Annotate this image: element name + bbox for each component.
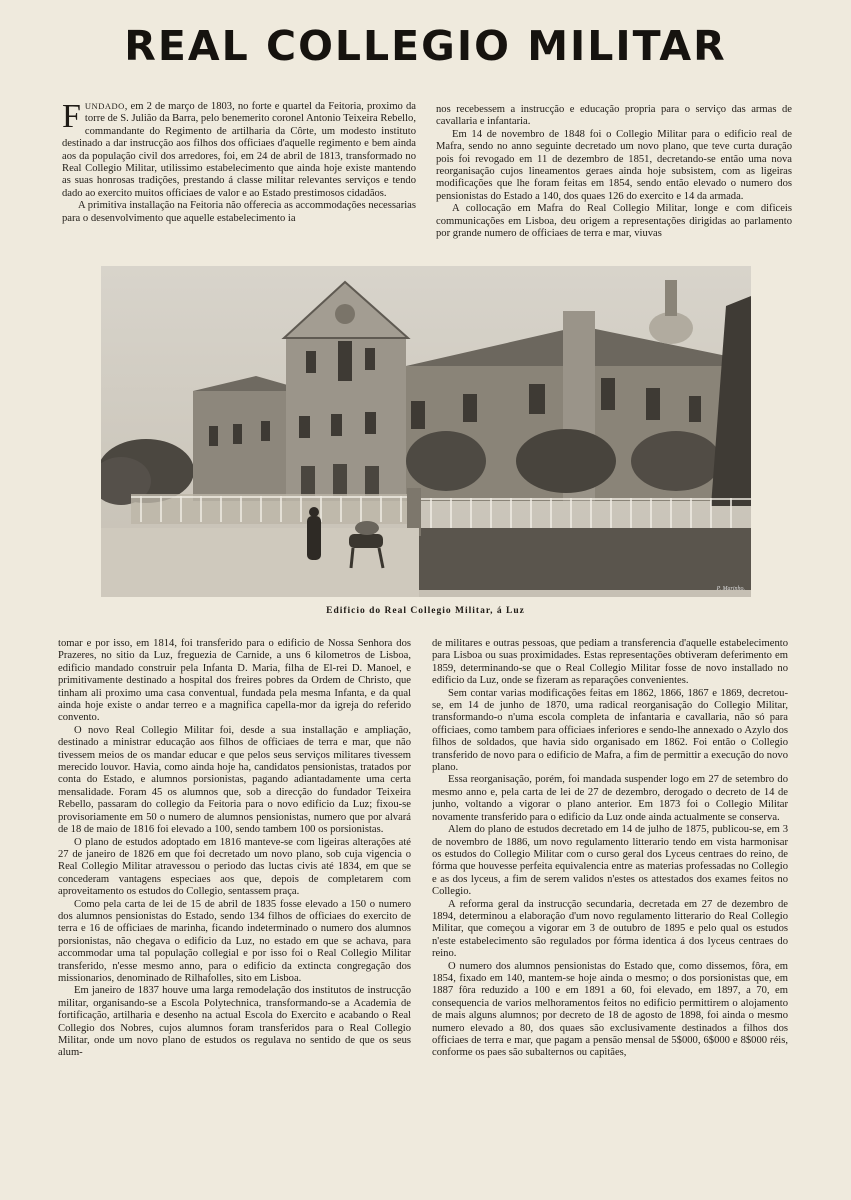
upper-left-column <box>62 100 416 256</box>
paragraph: Sem contar varias modificações feitas em 1862, 1866, 1867 e 1869, decretou-se, em 14 de junho de 1870, uma radical reorganisação do Collegio Militar, transformando-o n'uma escola completa de infantaria e cavallaria, não só para officiaes, como tambem para officiaes inferiores e sendo-lhe annexado o Azylo dos filhos de soldados, que havia sido organisado em 1862. Foi então o Collegio transferido de novo para o edificio de Mafra, a fim de permittir a execução do novo plano. <box>432 687 788 774</box>
paragraph: Essa reorganisação, porém, foi mandada suspender logo em 27 de setembro do mesmo anno e, pela carta de lei de 27 de dezembro, derogado o decreto de 14 de junho, voltando a vigorar o plano anterior. Em 1873 foi o Collegio Militar novamente transferido para o edificio da Luz onde ainda actualmente se conserva. <box>432 774 788 823</box>
photo-credit: P. Marinho. <box>716 586 745 592</box>
lead-word: UNDADO <box>84 101 125 111</box>
upper-right-column <box>436 104 792 256</box>
paragraph-text: , em 2 de março de 1803, no forte e quartel da Feitoria, proximo da torre de S. Julião da Barra, pelo benemerito coronel Antonio Teixeira Rebello, commandante do Regimento de artilharia da Côrte, um modesto instituto destinado a dar instrucção aos filhos dos officiaes d'aquelle regimento e bem ainda aos da população civil dos arredores, foi, em 24 de abril de 1813, transformado no Real Collegio Militar, utilissimo estabelecimento que ainda hoje existe mantendo as suas honrosas tradições, prestando á classe militar relevantes serviços e tendo dado ao exercito muitos officiaes de valor e ao Estado prestimosos cidadãos. <box>62 101 416 199</box>
paragraph: tomar e por isso, em 1814, foi transferido para o edificio de Nossa Senhora dos Prazeres, no sitio da Luz, freguezia de Carnide, a uns 6 kilometros de Lisboa, edificio mandado construir pela Infanta D. Maria, filha de El-rei D. Manoel, e primitivamente destinado a hospital dos freires pobres da Ordem de Christo, que tinham ali proximo uma casa conventual, fundada pela mesma Infanta, e da qual ainda hoje existe o andar terreo e a magnifica capella-mor da igreja do referido convento. <box>58 638 411 724</box>
paragraph: O novo Real Collegio Militar foi, desde a sua installação e ampliação, destinado a ministrar educação aos filhos de officiaes de terra e mar, que não tivessem meios de os mandar educar e que pelos seus serviços militares tivessem merecido louvor. Havia, como ainda hoje ha, candidatos pensionistas, tratados por conta do Estado, e alumnos porsionistas, pagando adiantadamente uma certa mensalidade. Foram 45 os alumnos que, sob a direcção do fundador Teixeira Rebello, passaram do collegio da Feitoria para o novo edificio da Luz; fixou-se provisoriamente em 50 o numero de alumnos pensionistas, numero que por alvará de 18 de maio de 1816 foi elevado a 100, sendo tambem 100 os porsionistas. <box>58 724 411 836</box>
paragraph: de militares e outras pessoas, que pediam a transferencia d'aquelle estabelecimento para Lisboa ou suas proximidades. Estas representações obtiveram deferimento em 1859, determinando-se que o Real Collegio Militar fosse de novo installado no edificio da Luz, onde se fizeram as reparações convenientes. <box>432 638 788 687</box>
lower-left-column <box>58 638 411 1120</box>
paragraph: A collocação em Mafra do Real Collegio Militar, longe e com dificeis communicações em Lisboa, deu origem a representações dirigidas ao parlamento por grande numero de officiaes de terra e mar, viuvas <box>436 203 792 240</box>
paragraph: O numero dos alumnos pensionistas do Estado que, como dissemos, fôra, em 1854, fixado em 140, mantem-se hoje ainda o mesmo; o dos porsionistas que, em 1887 fôra reduzido a 100 e em 1891 a 60, foi elevado, em 1897, a 70, em consequencia de varios melhoramentos feitos no edificio permittirem o alojamento de mais alguns alumnos; por decreto de 18 de agosto de 1898, foi ainda o mesmo numero elevado a 80, dos quaes são exclusivamente destinados a filhos dos officiaes de terra e mar, que pagam a pensão mensal de 5$000, 6$000 e 8$000 réis, conforme os paes são subalternos ou capitães, <box>432 960 788 1059</box>
paragraph: Em janeiro de 1837 houve uma larga remodelação dos institutos de instrucção militar, organisando-se a Escola Polytechnica, transformando-se a Academia de fortificação, artilharia e desenho na actual Escola do Exercito e acabando o Real Collegio dos Nobres, cujos alumnos foram transferidos para o Real Collegio Militar, onde um novo plano de estudos os regulava no sentido de que os seus alum- <box>58 985 411 1059</box>
lower-right-column <box>432 638 788 1120</box>
photo-caption: Edificio do Real Collegio Militar, á Luz <box>326 606 525 616</box>
paragraph: O plano de estudos adoptado em 1816 manteve-se com ligeiras alterações até 27 de janeiro de 1826 em que foi decretado um novo plano, sob cuja vigencia o Real Collegio Militar atravessou o periodo das luctas civis até 1834, em que se concederam vantagens especiaes aos que, depois de completarem com aproveitamento os estudos do Collegio, sentassem praça. <box>58 836 411 898</box>
building-photograph <box>101 266 751 597</box>
drop-cap: F <box>62 100 81 135</box>
paragraph: A primitiva installação na Feitoria não offerecia as accommodações necessarias para o desenvolvimento que aquelle estabelecimento ia <box>62 200 416 224</box>
college-building-illustration <box>101 266 751 597</box>
paragraph: nos recebessem a instrucção e educação propria para o serviço das armas de cavallaria e infantaria. <box>436 104 792 128</box>
page-title: REAL COLLEGIO MILITAR <box>124 22 727 70</box>
paragraph: A reforma geral da instrucção secundaria, decretada em 27 de dezembro de 1894, determinou a elaboração d'um novo regulamento litterario do Real Collegio Militar, que começou a vigorar em 3 de outubro de 1895 e pelo qual os estudos n'este estabelecimento são regulados por fórma identica á dos lyceus centraes do reino. <box>432 898 788 960</box>
paragraph: Como pela carta de lei de 15 de abril de 1835 fosse elevado a 150 o numero dos alumnos pensionistas do Estado, sendo 134 filhos de officiaes do exercito de terra e 16 de officiaes de marinha, ficando indeterminado o numero dos alumnos porsionistas, não chegava o edificio da Luz, no estado em que se achava, para accommodar uma tal população collegial e por isso foi o Real Collegio Militar transferido, n'esse mesmo anno, para o edificio da extincta congregação dos missionarios, denominado de Rilhafolles, sito em Lisboa. <box>58 898 411 984</box>
paragraph: Em 14 de novembro de 1848 foi o Collegio Militar para o edificio real de Mafra, sendo no anno seguinte decretado um novo plano, que teve curta duração pois foi revogado em 11 de dezembro de 1851, decretando-se então uma nova reorganisação cujos lineamentos geraes ainda hoje subsistem, com as ligeiras modificações que lhe foram feitas em 1854, sendo então elevado o numero dos pensionistas do Estado a 140, dos quaes 126 do exercito e 14 da armada. <box>436 128 792 202</box>
paragraph <box>62 100 416 200</box>
paragraph: Alem do plano de estudos decretado em 14 de julho de 1875, publicou-se, em 3 de novembro de 1886, um novo regulamento litterario tendo em vista harmonisar os estudos do Collegio Militar com o curso geral dos Lyceus centraes do reino, de fórma que houvesse perfeita equivalencia entre as materias professadas no Collegio e as dos lyceus, a fim de serem validos n'estes os attestados dos exames feitos no Collegio. <box>432 824 788 898</box>
